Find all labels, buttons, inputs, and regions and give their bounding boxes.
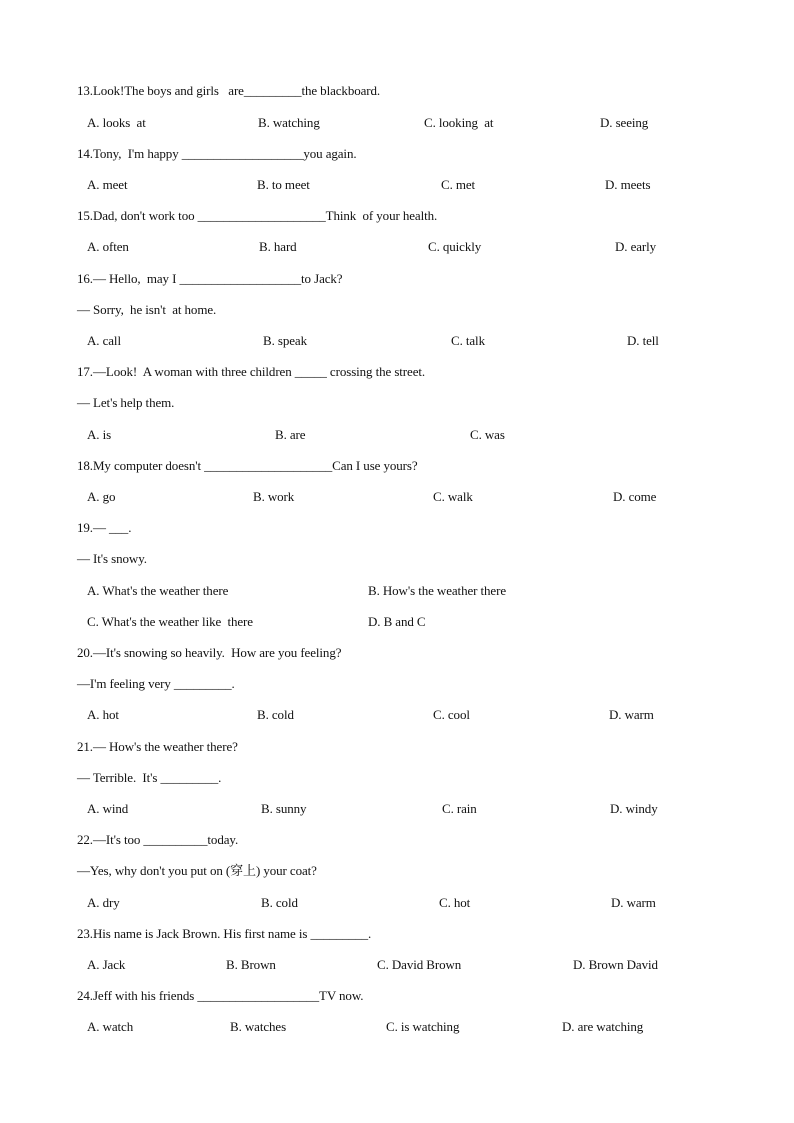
- question-21-option-c: C. rain: [442, 801, 477, 816]
- question-19-option-b: B. How's the weather there: [368, 583, 507, 598]
- question-21-option-b: B. sunny: [261, 801, 307, 816]
- question-20-option-b: B. cold: [257, 707, 294, 722]
- question-23-option-c: C. David Brown: [377, 957, 462, 972]
- question-16-option-d: D. tell: [627, 333, 659, 348]
- question-18-stem: 18.My computer doesn't ____________________Can I use yours?: [77, 458, 418, 473]
- question-24-stem: 24.Jeff with his friends ___________________TV now.: [77, 988, 364, 1003]
- question-17-option-c: C. was: [470, 427, 505, 442]
- question-19-reply: — It's snowy.: [77, 551, 147, 566]
- question-23-option-a: A. Jack: [87, 957, 126, 972]
- question-17-stem: 17.—Look! A woman with three children _____ crossing the street.: [77, 364, 426, 379]
- question-14-option-a: A. meet: [87, 177, 128, 192]
- question-18-option-a: A. go: [87, 489, 116, 504]
- question-23-option-d: D. Brown David: [573, 957, 658, 972]
- question-22-option-b: B. cold: [261, 895, 298, 910]
- question-22-option-c: C. hot: [439, 895, 471, 910]
- question-19-stem: 19.— ___.: [77, 520, 132, 535]
- question-17-reply: — Let's help them.: [77, 395, 175, 410]
- question-16-reply: — Sorry, he isn't at home.: [77, 302, 217, 317]
- question-14-option-d: D. meets: [605, 177, 651, 192]
- question-17-option-b: B. are: [275, 427, 306, 442]
- question-22-stem: 22.—It's too __________today.: [77, 832, 239, 847]
- question-15-stem: 15.Dad, don't work too ____________________Think of your health.: [77, 208, 438, 223]
- question-13-option-c: C. looking at: [424, 115, 494, 130]
- question-18-option-d: D. come: [613, 489, 657, 504]
- question-14-option-b: B. to meet: [257, 177, 310, 192]
- question-23-stem: 23.His name is Jack Brown. His first name is _________.: [77, 926, 372, 941]
- question-18-option-c: C. walk: [433, 489, 473, 504]
- question-22-reply: —Yes, why don't you put on (穿上) your coat?: [77, 863, 317, 878]
- question-16-option-b: B. speak: [263, 333, 307, 348]
- question-22-option-a: A. dry: [87, 895, 120, 910]
- question-15-option-b: B. hard: [259, 239, 297, 254]
- question-20-stem: 20.—It's snowing so heavily. How are you feeling?: [77, 645, 342, 660]
- question-18-option-b: B. work: [253, 489, 295, 504]
- question-14-option-c: C. met: [441, 177, 476, 192]
- question-20-option-d: D. warm: [609, 707, 654, 722]
- question-13-stem: 13.Look!The boys and girls are_________the blackboard.: [77, 83, 381, 98]
- question-15-option-d: D. early: [615, 239, 657, 254]
- question-13-option-a: A. looks at: [87, 115, 146, 130]
- question-24-option-b: B. watches: [230, 1019, 287, 1034]
- question-23-option-b: B. Brown: [226, 957, 276, 972]
- question-15-option-a: A. often: [87, 239, 129, 254]
- question-15-option-c: C. quickly: [428, 239, 482, 254]
- question-19-option-c: C. What's the weather like there: [87, 614, 253, 629]
- question-13-option-b: B. watching: [258, 115, 320, 130]
- question-24-option-d: D. are watching: [562, 1019, 644, 1034]
- question-21-reply: — Terrible. It's _________.: [77, 770, 222, 785]
- question-21-option-d: D. windy: [610, 801, 658, 816]
- question-14-stem: 14.Tony, I'm happy ___________________you again.: [77, 146, 357, 161]
- question-20-reply: —I'm feeling very _________.: [77, 676, 235, 691]
- question-24-option-c: C. is watching: [386, 1019, 460, 1034]
- question-16-option-a: A. call: [87, 333, 121, 348]
- question-16-stem: 16.— Hello, may I ___________________to Jack?: [77, 271, 343, 286]
- question-22-option-d: D. warm: [611, 895, 656, 910]
- question-21-option-a: A. wind: [87, 801, 129, 816]
- question-20-option-a: A. hot: [87, 707, 119, 722]
- question-24-option-a: A. watch: [87, 1019, 134, 1034]
- question-19-option-a: A. What's the weather there: [87, 583, 229, 598]
- question-13-option-d: D. seeing: [600, 115, 649, 130]
- question-19-option-d: D. B and C: [368, 614, 426, 629]
- question-21-stem: 21.— How's the weather there?: [77, 739, 238, 754]
- question-20-option-c: C. cool: [433, 707, 470, 722]
- question-17-option-a: A. is: [87, 427, 112, 442]
- question-16-option-c: C. talk: [451, 333, 485, 348]
